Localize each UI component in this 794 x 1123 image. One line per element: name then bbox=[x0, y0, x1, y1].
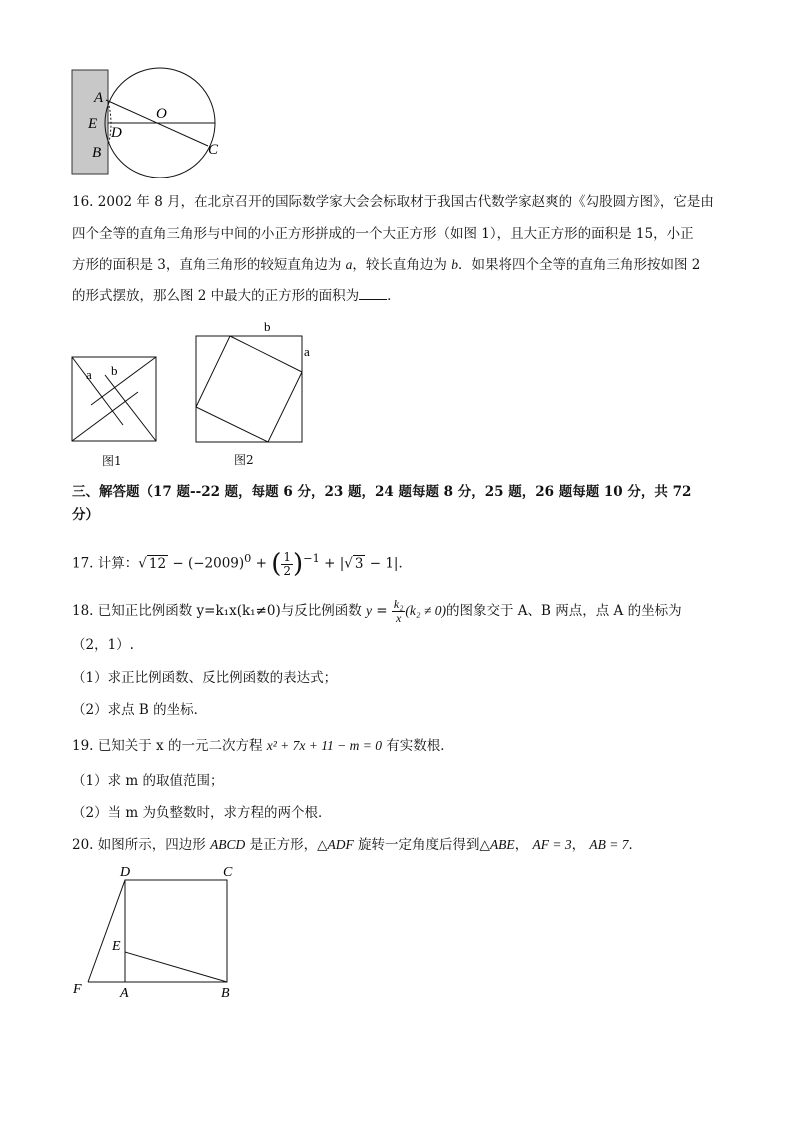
q18-line2: （2，1）. bbox=[72, 637, 134, 653]
q18-sub1: （1）求正比例函数、反比例函数的表达式； bbox=[72, 670, 338, 686]
q16-line4a: 的形式摆放，那么图 2 中最大的正方形的面积为 bbox=[72, 288, 360, 304]
figure-q20 bbox=[68, 860, 248, 1005]
q16-line3a: 方形的面积是 3，直角三角形的较短直角边为 bbox=[72, 257, 346, 273]
q16-var-a: a bbox=[345, 257, 353, 272]
q20-label-C: C bbox=[223, 865, 233, 880]
line-eb bbox=[125, 952, 227, 982]
q18-eq: = bbox=[372, 603, 392, 619]
figure-2 bbox=[192, 318, 322, 446]
q18-cond: (k₂ ≠ 0) bbox=[405, 603, 447, 618]
fig1-line2 bbox=[91, 357, 156, 405]
q18-den: x bbox=[396, 611, 402, 625]
fig1-label-a: a bbox=[86, 367, 92, 382]
fig1-line4 bbox=[72, 392, 138, 441]
q19-eq: x² + 7x + 11 − m = 0 bbox=[266, 738, 382, 753]
fig2-label-b: b bbox=[264, 319, 271, 334]
paren-right: ) bbox=[293, 549, 304, 579]
q20-abcd: ABCD bbox=[210, 837, 246, 852]
q17-sqrt3: 3 bbox=[354, 555, 364, 572]
q20-part3: 旋转一定角度后得到△ bbox=[353, 837, 490, 853]
fig1-label-b: b bbox=[111, 363, 118, 378]
q18-part2: 的图象交于 A、B 两点，点 A 的坐标为 bbox=[446, 603, 682, 619]
label-C: C bbox=[208, 142, 219, 158]
q20-part4: ， bbox=[514, 837, 533, 853]
q18-num: k₂ bbox=[393, 597, 404, 611]
q17-den: 2 bbox=[283, 563, 292, 578]
label-B: B bbox=[92, 145, 102, 161]
fig2-caption: 图2 bbox=[234, 453, 254, 467]
q17-sqrt12: 12 bbox=[148, 555, 167, 572]
q18-y: y bbox=[366, 603, 373, 618]
line-fd bbox=[88, 880, 125, 982]
q20-part5: ， bbox=[571, 837, 590, 853]
q17-plus1: + bbox=[251, 555, 272, 572]
q17-expneg1: −1 bbox=[303, 552, 320, 565]
q20-label-A: A bbox=[120, 986, 129, 1001]
figure-1 bbox=[70, 355, 160, 445]
q16-line3c: ．如果将四个全等的直角三角形按如图 2 bbox=[457, 257, 701, 273]
q17-exp0: 0 bbox=[244, 552, 252, 565]
fig2-outer-square bbox=[196, 336, 302, 442]
q16-line3 bbox=[72, 256, 700, 274]
q17-prefix: 17. 计算： bbox=[72, 555, 139, 572]
q16-line2: 四个全等的直角三角形与中间的小正方形拼成的一个大正方形（如图 1），且大正方形的面积是 15，小正 bbox=[72, 226, 694, 242]
q20-part6: ． bbox=[628, 837, 642, 853]
q17-fraction bbox=[281, 551, 293, 578]
label-E: E bbox=[88, 116, 98, 132]
q18-line1 bbox=[72, 598, 682, 625]
paren-left: ( bbox=[271, 549, 282, 579]
q19-part2: 有实数根． bbox=[381, 738, 454, 754]
q20-part1: 20. 如图所示，四边形 bbox=[72, 837, 211, 853]
q16-line3b: ，较长直角边为 bbox=[352, 257, 452, 273]
q20-label-E: E bbox=[112, 939, 121, 954]
q18-sub2: （2）求点 B 的坐标． bbox=[72, 702, 208, 718]
q20-label-D: D bbox=[120, 865, 131, 880]
q20-line1 bbox=[72, 836, 642, 854]
q16-var-b: b bbox=[451, 257, 458, 272]
section3-line1: 三、解答题（17 题--22 题，每题 6 分，23 题，24 题每题 8 分，25 题，26 题每题 10 分，共 72 bbox=[72, 484, 692, 500]
fig1-caption: 图1 bbox=[102, 454, 122, 468]
q16-line4b: ． bbox=[387, 288, 401, 304]
q19-sub1: （1）求 m 的取值范围； bbox=[72, 773, 224, 789]
figure-q15 bbox=[68, 66, 228, 178]
q17-num: 1 bbox=[283, 549, 292, 564]
q16-line4 bbox=[72, 287, 401, 305]
q19-line1 bbox=[72, 737, 454, 755]
q16-line1: 16. 2002 年 8 月，在北京召开的国际数学家大会会标取材于我国古代数学家赵爽的《勾股圆方图》，它是由 bbox=[72, 194, 714, 210]
q20-abe: ABE bbox=[489, 837, 515, 852]
q19-sub2: （2）当 m 为负整数时，求方程的两个根． bbox=[72, 805, 332, 821]
q20-label-B: B bbox=[221, 986, 230, 1001]
q19-part1: 19. 已知关于 x 的一元二次方程 bbox=[72, 738, 267, 754]
q17: 17. 计算：√ $12 - (-2009)^0$ + ( $\frac{1}{2}$ )$^{-1}$ + |√ 3 − 1|． bbox=[72, 549, 412, 579]
q18-part1: 18. 已知正比例函数 y=k₁x(k₁≠0)与反比例函数 bbox=[72, 603, 367, 619]
q20-label-F: F bbox=[73, 982, 82, 997]
label-D: D bbox=[111, 125, 122, 141]
q17-tail: − 1|． bbox=[365, 555, 412, 572]
label-O: O bbox=[156, 106, 167, 122]
q20-adf: ADF bbox=[327, 837, 354, 852]
answer-blank bbox=[359, 299, 387, 300]
fig1-line3 bbox=[105, 375, 156, 441]
q20-part2: 是正方形，△ bbox=[245, 837, 328, 853]
section3-line2: 分） bbox=[72, 507, 99, 523]
fig2-inner-square bbox=[196, 336, 302, 442]
q17-minus: − (−2009) bbox=[168, 555, 245, 572]
q17-plus2: + | bbox=[319, 555, 345, 572]
q20-af: AF = 3 bbox=[532, 837, 572, 852]
label-A: A bbox=[94, 90, 104, 106]
q20-ab: AB = 7 bbox=[589, 837, 629, 852]
q18-fraction bbox=[392, 598, 406, 625]
fig2-label-a: a bbox=[304, 344, 310, 359]
